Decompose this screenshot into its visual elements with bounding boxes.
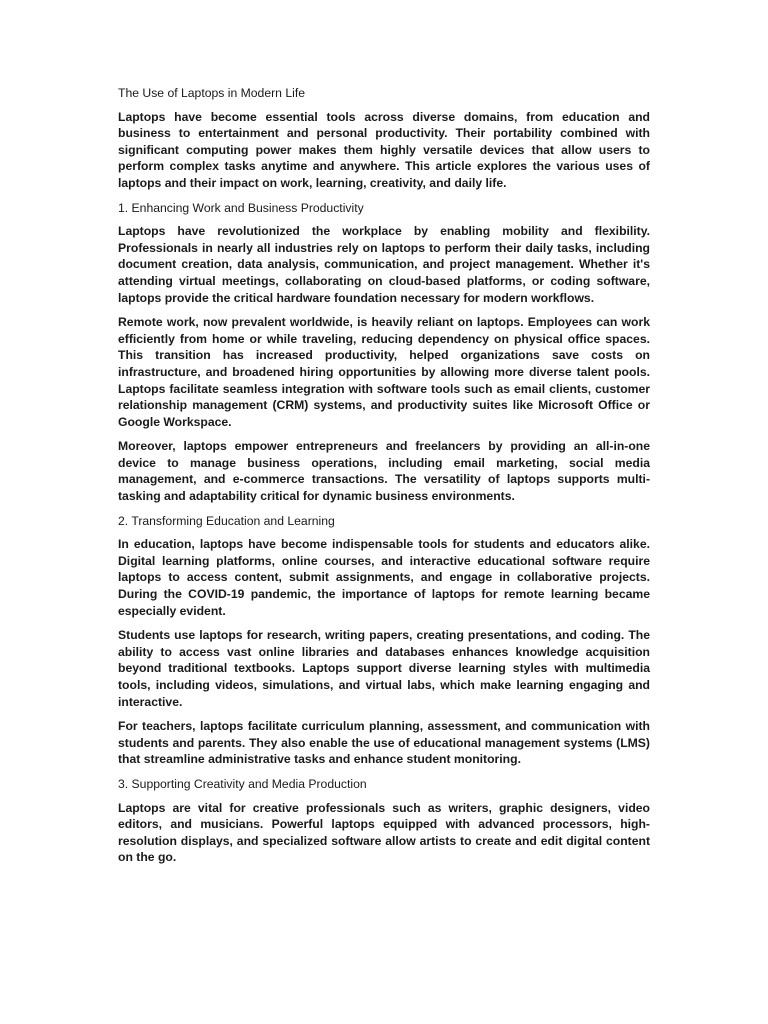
section-3-heading: 3. Supporting Creativity and Media Production — [118, 776, 367, 791]
section-1-heading: 1. Enhancing Work and Business Productivity — [118, 200, 364, 215]
section-2-paragraph-3: For teachers, laptops facilitate curriculum planning, assessment, and communication with students and parents. They also enable the use of educational management systems (LMS) that streamline administrative tasks and enhance student monitoring. — [118, 719, 650, 767]
section-1-paragraph-1: Laptops have revolutionized the workplace by enabling mobility and flexibility. Professionals in nearly all industries rely on laptops to perform their daily tasks, including document creation, data analysis, communication, and project management. Whether it's attending virtual meetings, collaborating on cloud-based platforms, or coding software, laptops provide the critical hardware foundation necessary for modern workflows. — [118, 224, 650, 305]
section-2-paragraph-1: In education, laptops have become indispensable tools for students and educators alike. Digital learning platforms, online courses, and interactive educational software require laptops to access content, submit assignments, and engage in collaborative projects. During the COVID-19 pandemic, the importance of laptops for remote learning became especially evident. — [118, 537, 650, 618]
section-3-paragraph-1: Laptops are vital for creative professionals such as writers, graphic designers, video editors, and musicians. Powerful laptops equipped with advanced processors, high-resolution displays, and specialized software allow artists to create and edit digital content on the go. — [118, 800, 650, 865]
document-title: The Use of Laptops in Modern Life — [118, 86, 305, 100]
intro-paragraph: Laptops have become essential tools across diverse domains, from education and business to entertainment and personal productivity. Their portability combined with significant computing power makes them highly versatile devices that allow users to perform complex tasks anytime and anywhere. This article explores the various uses of laptops and their impact on work, learning, creativity, and daily life. — [118, 109, 650, 190]
section-2-heading: 2. Transforming Education and Learning — [118, 513, 335, 528]
section-1-paragraph-3: Moreover, laptops empower entrepreneurs and freelancers by providing an all-in-one device to manage business operations, including email marketing, social media management, and e-commerce transactions. The versatility of laptops supports multi-tasking and adaptability critical for dynamic business environments. — [118, 439, 650, 504]
document-page — [118, 85, 650, 874]
section-1-paragraph-2: Remote work, now prevalent worldwide, is heavily reliant on laptops. Employees can work efficiently from home or while traveling, reducing dependency on physical office spaces. This transition has increased productivity, helped organizations save costs on infrastructure, and broadened hiring opportunities by allowing more diverse talent pools. Laptops facilitate seamless integration with software tools such as email clients, customer relationship management (CRM) systems, and productivity suites like Microsoft Office or Google Workspace. — [118, 315, 650, 429]
section-2-paragraph-2: Students use laptops for research, writing papers, creating presentations, and coding. The ability to access vast online libraries and databases enhances knowledge acquisition beyond traditional textbooks. Laptops support diverse learning styles with multimedia tools, including videos, simulations, and virtual labs, which make learning engaging and interactive. — [118, 628, 650, 709]
